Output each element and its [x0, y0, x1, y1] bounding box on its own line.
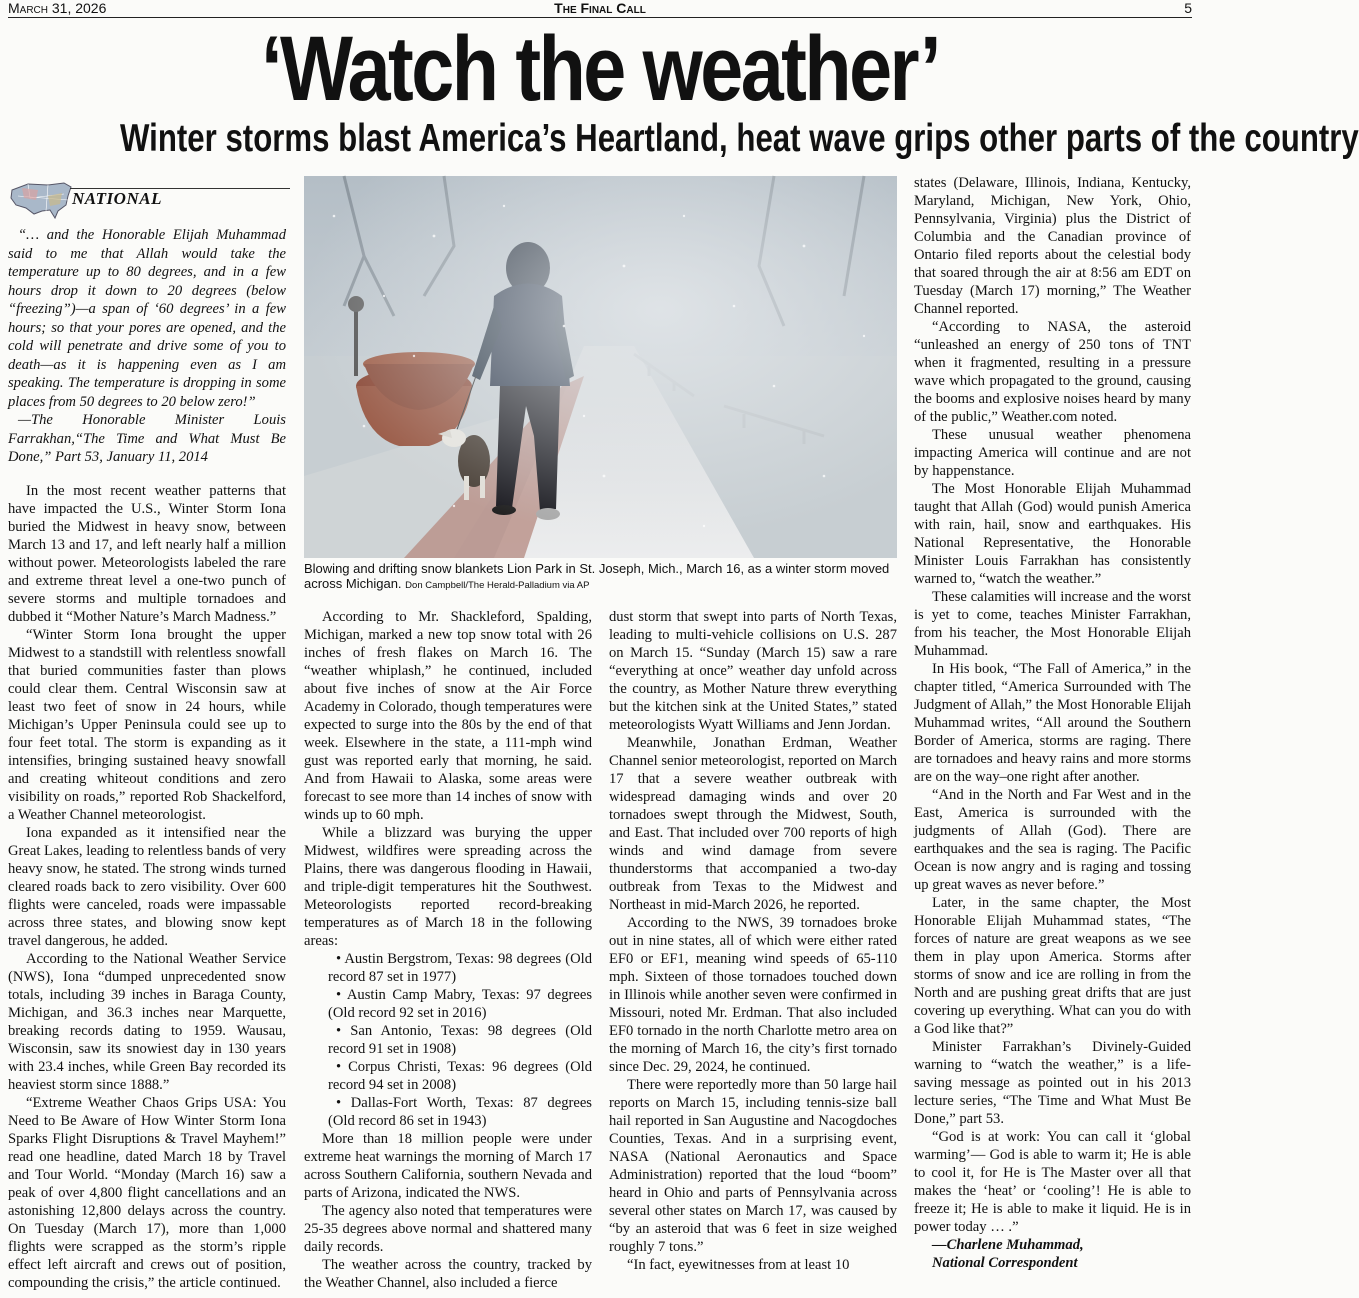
- snowstorm-photo: [304, 176, 897, 558]
- paragraph: “God is at work: You can call it ‘global warming’— God is able to warm it; He is able to cool it, for He is The Master over all that makes the ‘heat’ or ‘cooling’! He is able to freeze it; He is able to make it liquid. He is in power today … .”: [914, 1129, 1191, 1235]
- paragraph: states (Delaware, Illinois, Indiana, Kentucky, Maryland, Michigan, New York, Ohio, Pennsylvania, Virginia) plus the District of Columbia and the Canadian province of Ontario filed reports about the celestial body that soared through the air at 8:56 am EDT on Tuesday (March 17) morning,” The Weather Channel reported.: [914, 175, 1191, 317]
- byline-title: National Correspondent: [932, 1255, 1078, 1271]
- photo-credit: Don Campbell/The Herald-Palladium via AP: [405, 580, 590, 591]
- article-column-4: [914, 174, 1191, 1272]
- record-list-item: • Dallas-Fort Worth, Texas: 87 degrees (Old record 86 set in 1943): [328, 1095, 592, 1129]
- paragraph: More than 18 million people were under extreme heat warnings the morning of March 17 across Southern California, southern Nevada and parts of Arizona, indicated the NWS.: [304, 1131, 592, 1201]
- paragraph: “In fact, eyewitnesses from at least 10: [627, 1257, 850, 1273]
- subheadline: Winter storms blast America’s Heartland, heat wave grips other parts of the country: [120, 117, 1359, 160]
- pull-quote: [8, 226, 286, 467]
- paragraph: The agency also noted that temperatures were 25-35 degrees above normal and shattered many daily records.: [304, 1203, 592, 1255]
- publication-name: The Final Call: [554, 0, 646, 16]
- paragraph: “Extreme Weather Chaos Grips USA: You Need to Be Aware of How Winter Storm Iona Sparks Flight Disruptions & Travel Mayhem!” read one headline, dated March 18 by Travel and Tour World. “Monday (March 16) saw a peak of over 4,800 flight cancellations and an astonishing 12,800 delays across the country. On Tuesday (March 17), more than 1,000 flights were scrapped as the storm’s ripple effect left aircraft and crews out of position, compounding the crisis,” the article continued.: [8, 1095, 286, 1291]
- byline-name: —Charlene Muhammad,: [932, 1237, 1084, 1253]
- paragraph: In the most recent weather patterns that have impacted the U.S., Winter Storm Iona buried the Midwest in heavy snow, between March 13 and 17, and left nearly half a million without power. Meteorologists labeled the rare and extreme threat level a one-two punch of severe storms and multiple tornadoes and dubbed it “Mother Nature’s March Madness.”: [8, 483, 286, 625]
- paragraph: Minister Farrakhan’s Divinely-Guided warning to “watch the weather,” is a life-saving message as pointed out in his 2013 lecture series, “The Time and What Must Be Done,” part 53.: [914, 1039, 1191, 1127]
- national-section-badge: [8, 178, 293, 220]
- paragraph: These unusual weather phenomena impacting America will continue and are not by happenstance.: [914, 427, 1191, 479]
- record-list-item: • Austin Camp Mabry, Texas: 97 degrees (Old record 92 set in 2016): [328, 987, 592, 1021]
- record-list-item: • Austin Bergstrom, Texas: 98 degrees (Old record 87 set in 1977): [328, 951, 592, 985]
- paragraph: “And in the North and Far West and in the East, America is surrounded with the judgments of Allah (God). There are earthquakes and the sea is raging. The Pacific Ocean is now angry and is raging and tossing up great waves as never before.”: [914, 787, 1191, 893]
- record-list-item: • Corpus Christi, Texas: 96 degrees (Old record 94 set in 2008): [328, 1059, 592, 1093]
- paragraph: dust storm that swept into parts of North Texas, leading to multi-vehicle collisions on U.S. 287 on March 15. “Sunday (March 15) saw a rare “everything at once” weather day unfold across the country, as Mother Nature threw everything but the kitchen sink at the United States,” stated meteorologists Wyatt Williams and Jenn Jordan.: [609, 609, 897, 733]
- paragraph: Meanwhile, Jonathan Erdman, Weather Channel senior meteorologist, reported on March 17 that a severe weather outbreak with widespread damaging winds and over 20 tornadoes swept through the Midwest, South, and East. That included over 700 reports of high winds and wind damage from severe thunderstorms that accompanied a two-day outbreak from Texas to the Midwest and Northeast in mid-March 2026, he reported.: [609, 735, 897, 913]
- paragraph: According to the National Weather Service (NWS), Iona “dumped unprecedented snow totals, including 39 inches in Baraga County, Michigan, and 36.3 inches near Marquette, breaking records dating to 1959. Wausau, Wisconsin, saw its snowiest day in 130 years with 23.4 inches, while Green Bay recorded its heaviest storm since 1888.”: [8, 951, 286, 1093]
- paragraph: Iona expanded as it intensified near the Great Lakes, leading to relentless bands of very heavy snow, he stated. The strong winds turned cleared roads back to zero visibility. Over 600 flights were canceled, roads were impassable across three states, and blowing snow kept travel dangerous, he added.: [8, 825, 286, 949]
- paragraph: In His book, “The Fall of America,” in the chapter titled, “America Surrounded with The Judgment of Allah,” the Most Honorable Elijah Muhammad writes, “All around the Southern Border of America, storms are raging. There are tornadoes and heavy rains and more storms are on the way–one right after another.: [914, 661, 1191, 785]
- paragraph: “Winter Storm Iona brought the upper Midwest to a standstill with relentless snowfall that buried communities faster than plows could clear them. Central Wisconsin saw at least two feet of snow in 24 hours, while Michigan’s Upper Peninsula could see up to four feet total. The storm is expanding as it intensifies, bringing sustained heavy snowfall and creating whiteout conditions and zero visibility on roads,” reported Rob Shackelford, a Weather Channel meteorologist.: [8, 627, 286, 823]
- pull-quote-attribution: —The Honorable Minister Louis Farrakhan,“The Time and What Must Be Done,” Part 53, January 11, 2014: [8, 412, 286, 465]
- us-map-icon: [8, 178, 78, 220]
- article-column-1: [8, 482, 286, 1292]
- paragraph: The weather across the country, tracked by the Weather Channel, also included a fierce: [304, 1257, 592, 1291]
- issue-date: March 31, 2026: [8, 0, 107, 16]
- paragraph: Later, in the same chapter, the Most Honorable Elijah Muhammad states, “The forces of nature are great weapons as we see them in play upon America. Storms after storms of snow and ice are rolling in from the North and are pushing great drifts that are just covering up everything. What can you do with a God like that?”: [914, 895, 1191, 1037]
- photo-caption: [304, 561, 897, 593]
- headline: ‘Watch the weather’: [261, 18, 939, 120]
- article-column-3: [609, 608, 897, 1274]
- paragraph: There were reportedly more than 50 large hail reports on March 15, including tennis-size ball hail reported in San Augustine and Nacogdoches Counties, Texas. And in a surprising event, NASA (National Aeronautics and Space Administration) reported that the loud “boom” heard in Ohio and parts of Pennsylvania across several other states on March 17, was caused by “by an asteroid that was 6 feet in size weighed roughly 7 tons.”: [609, 1077, 897, 1255]
- caption-text: Blowing and drifting snow blankets Lion Park in St. Joseph, Mich., March 16, as a winter storm moved across Michigan.: [304, 561, 890, 591]
- section-label: NATIONAL: [72, 189, 162, 208]
- record-list-item: • San Antonio, Texas: 98 degrees (Old record 91 set in 1908): [328, 1023, 592, 1057]
- paragraph: According to Mr. Shackleford, Spalding, Michigan, marked a new top snow total with 26 inches of fresh flakes on March 16. The “weather whiplash,” he continued, included about five inches of snow at the Air Force Academy in Colorado, though temperatures were expected to surge into the 80s by the end of that week. Elsewhere in the state, a 111-mph wind gust was reported early that morning, he said. And from Hawaii to Alaska, some areas were forecast to see more than 14 inches of snow with winds up to 60 mph.: [304, 609, 592, 823]
- paragraph: These calamities will increase and the worst is yet to come, teaches Minister Farrakhan, from his teacher, the Most Honorable Elijah Muhammad.: [914, 589, 1191, 659]
- paragraph: The Most Honorable Elijah Muhammad taught that Allah (God) would punish America with rain, hail, snow and earthquakes. His National Representative, the Honorable Minister Louis Farrakhan has consistently warned to, “watch the weather.”: [914, 481, 1191, 587]
- pull-quote-text: “… and the Honorable Elijah Muhammad said to me that Allah would take the temperature up to 80 degrees, and in a few hours drop it down to 20 degrees (below “freezing”)—a span of ‘60 degrees’ in a few hours; so that your pores are opened, and the cold will penetrate and drive some of you to death—as it is happening even as I am speaking. The temperature is dropping in some places from 50 degrees to 20 below zero!”: [8, 227, 286, 410]
- paragraph: According to the NWS, 39 tornadoes broke out in nine states, all of which were either rated EF0 or EF1, meaning wind speeds of 65-110 mph. Sixteen of those tornadoes touched down in Illinois while another seven were confirmed in Missouri, noted Mr. Erdman. That also included EF0 tornado in the north Charlotte metro area on the morning of March 16, the city’s first tornado since Dec. 29, 2024, he continued.: [609, 915, 897, 1075]
- page-number: 5: [1184, 0, 1192, 16]
- article-column-2: [304, 608, 592, 1292]
- paragraph: “According to NASA, the asteroid “unleashed an energy of 250 tons of TNT when it fragmented, resulting in a pressure wave which propagated to the ground, causing the booms and explosive noises heard by many of the public,” Weather.com noted.: [914, 319, 1191, 425]
- paragraph: While a blizzard was burying the upper Midwest, wildfires were spreading across the Plains, there was dangerous flooding in Hawaii, and triple-digit temperatures hit the Southwest. Meteorologists reported record-breaking temperatures as of March 18 in the following areas:: [304, 825, 592, 949]
